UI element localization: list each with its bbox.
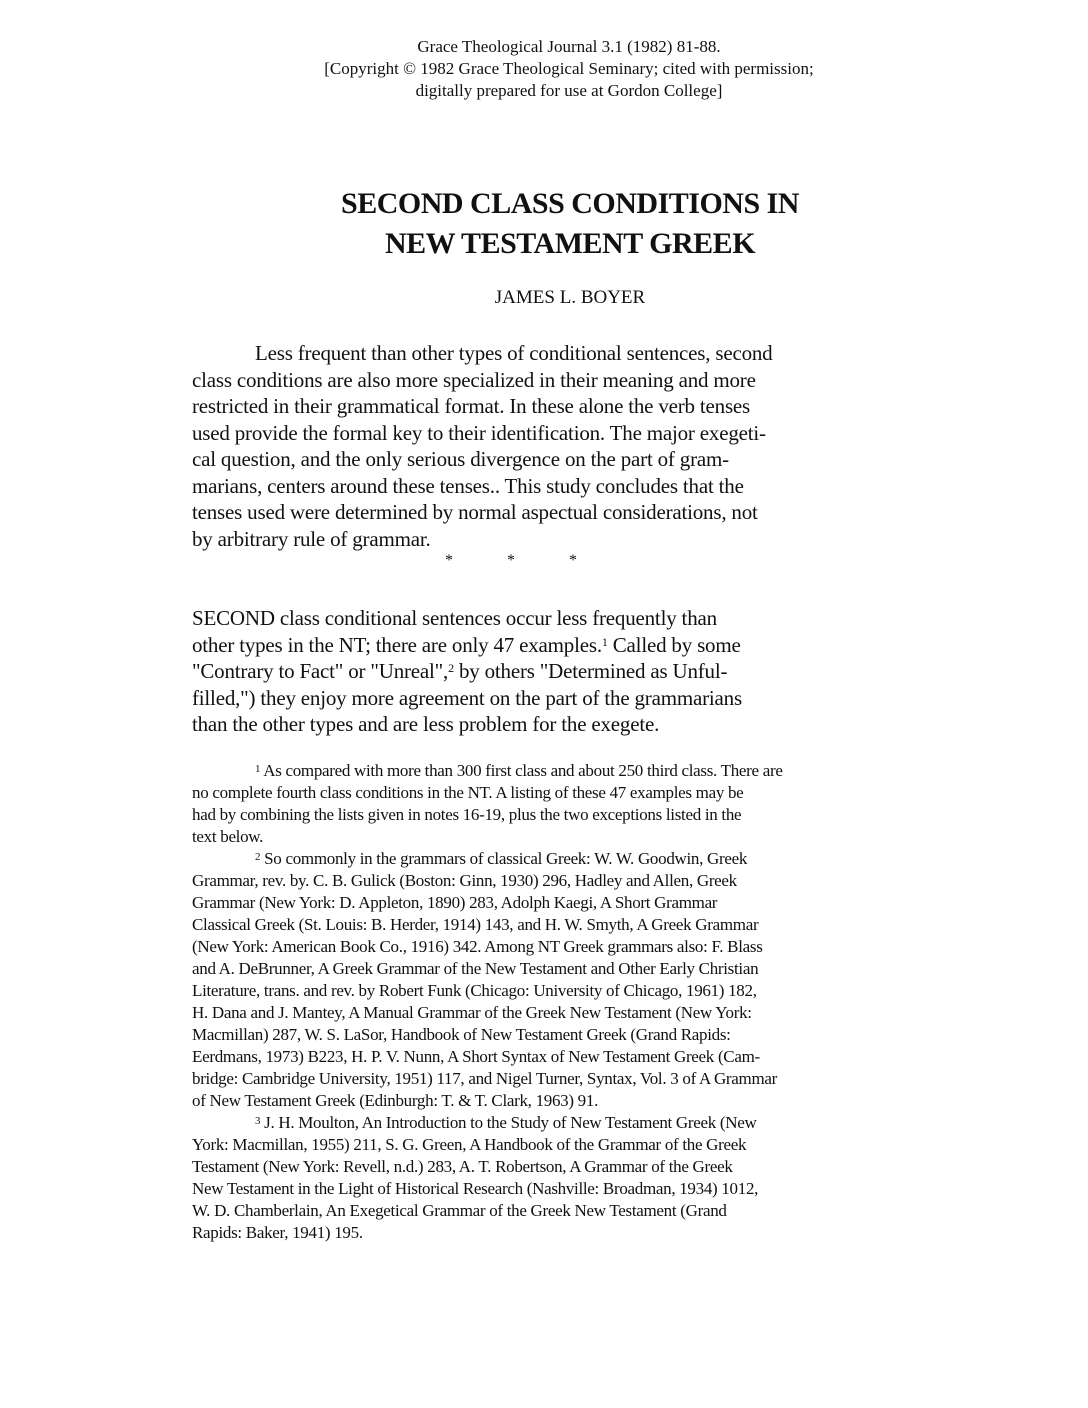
body-text: by others "Determined as Unful-	[453, 659, 728, 683]
footnote-line: had by combining the lists given in notes 16-19, plus the two exceptions listed in the	[192, 805, 742, 824]
body-text: other types in the NT; there are only 47 examples.	[192, 632, 602, 657]
footnote-line: Macmillan) 287, W. S. LaSor, Handbook of New Testament Greek (Grand Rapids:	[192, 1025, 731, 1044]
footnote-line: of New Testament Greek (Edinburgh: T. & T. Clark, 1963) 91.	[192, 1091, 599, 1110]
body-text: Called by some	[607, 632, 741, 657]
abstract-line: cal question, and the only serious divergence on the part of gram-	[192, 447, 729, 471]
journal-citation-header	[0, 36, 1088, 102]
abstract-line: restricted in their grammatical format. In these alone the verb tenses	[192, 394, 751, 418]
abstract-line: marians, centers around these tenses.. This study concludes that the	[192, 473, 744, 498]
footnote-1	[192, 760, 912, 848]
footnote-text: J. H. Moulton, An Introduction to the Study of New Testament Greek (New	[260, 1113, 757, 1132]
body-paragraph	[192, 605, 852, 738]
abstract	[192, 340, 852, 552]
footnote-line: text below.	[192, 827, 264, 846]
footnotes-section	[192, 760, 912, 1244]
footnote-line: H. Dana and J. Mantey, A Manual Grammar of the Greek New Testament (New York:	[192, 1003, 752, 1022]
body-line	[192, 658, 852, 685]
footnote-number: 2	[255, 851, 261, 863]
section-separator: * * *	[445, 552, 577, 569]
footnote-line: no complete fourth class conditions in the NT. A listing of these 47 examples may be	[192, 783, 744, 802]
footnote-text: As compared with more than 300 first class and about 250 third class. There are	[260, 761, 783, 780]
footnote-3	[192, 1112, 912, 1244]
footnote-2	[192, 848, 912, 1112]
footnote-line: Eerdmans, 1973) B223, H. P. V. Nunn, A Short Syntax of New Testament Greek (Cam-	[192, 1047, 760, 1066]
copyright-notice: [Copyright © 1982 Grace Theological Seminary; cited with permission;	[324, 59, 814, 78]
body-line: SECOND class conditional sentences occur less frequently than	[192, 606, 717, 630]
article-title-line-2: NEW TESTAMENT GREEK	[384, 227, 756, 260]
footnote-line: Literature, trans. and rev. by Robert Funk (Chicago: University of Chicago, 1961) 182,	[192, 981, 757, 1000]
body-line	[192, 632, 852, 659]
footnote-ref-2[interactable]: 2	[448, 661, 454, 675]
footnote-line: and A. DeBrunner, A Greek Grammar of the New Testament and Other Early Christian	[192, 959, 759, 978]
footnote-line: Grammar, rev. by. C. B. Gulick (Boston: Ginn, 1930) 296, Hadley and Allen, Greek	[192, 871, 737, 890]
footnote-line	[192, 760, 912, 782]
abstract-line: tenses used were determined by normal aspectual considerations, not	[192, 500, 758, 524]
article-title-line-1: SECOND CLASS CONDITIONS IN	[341, 187, 799, 220]
article-title	[0, 184, 1088, 264]
abstract-line: by arbitrary rule of grammar.	[192, 526, 431, 551]
abstract-line: class conditions are also more specialized in their meaning and more	[192, 367, 756, 392]
abstract-line: Less frequent than other types of conditional sentences, second	[255, 341, 773, 365]
footnote-line: (New York: American Book Co., 1916) 342. Among NT Greek grammars also: F. Blass	[192, 937, 763, 956]
footnote-line: Classical Greek (St. Louis: B. Herder, 1914) 143, and H. W. Smyth, A Greek Grammar	[192, 915, 759, 934]
footnote-line: Grammar (New York: D. Appleton, 1890) 283, Adolph Kaegi, A Short Grammar	[192, 893, 718, 912]
footnote-line: W. D. Chamberlain, An Exegetical Grammar of the Greek New Testament (Grand	[192, 1201, 727, 1220]
author-name: JAMES L. BOYER	[494, 287, 646, 308]
abstract-line: used provide the formal key to their identification. The major exegeti-	[192, 420, 766, 445]
journal-citation: Grace Theological Journal 3.1 (1982) 81-88.	[417, 37, 721, 56]
footnote-line	[192, 848, 912, 870]
body-line: than the other types and are less problem for the exegete.	[192, 712, 660, 736]
digitization-notice: digitally prepared for use at Gordon College]	[415, 81, 723, 100]
footnote-ref-1[interactable]: 1	[601, 634, 608, 649]
footnote-number: 1	[255, 763, 261, 775]
footnote-line: New Testament in the Light of Historical Research (Nashville: Broadman, 1934) 1012,	[192, 1179, 759, 1198]
footnote-line	[192, 1112, 912, 1134]
body-text: "Contrary to Fact" or "Unreal",	[192, 659, 449, 683]
footnote-text: So commonly in the grammars of classical Greek: W. W. Goodwin, Greek	[260, 849, 748, 868]
footnote-number: 3	[255, 1115, 261, 1127]
body-line: filled,") they enjoy more agreement on the part of the grammarians	[192, 685, 742, 710]
footnote-line: York: Macmillan, 1955) 211, S. G. Green, A Handbook of the Grammar of the Greek	[192, 1135, 747, 1154]
footnote-line: bridge: Cambridge University, 1951) 117, and Nigel Turner, Syntax, Vol. 3 of A Grammar	[192, 1069, 777, 1088]
footnote-line: Rapids: Baker, 1941) 195.	[192, 1223, 363, 1242]
footnote-line: Testament (New York: Revell, n.d.) 283, A. T. Robertson, A Grammar of the Greek	[192, 1157, 733, 1176]
